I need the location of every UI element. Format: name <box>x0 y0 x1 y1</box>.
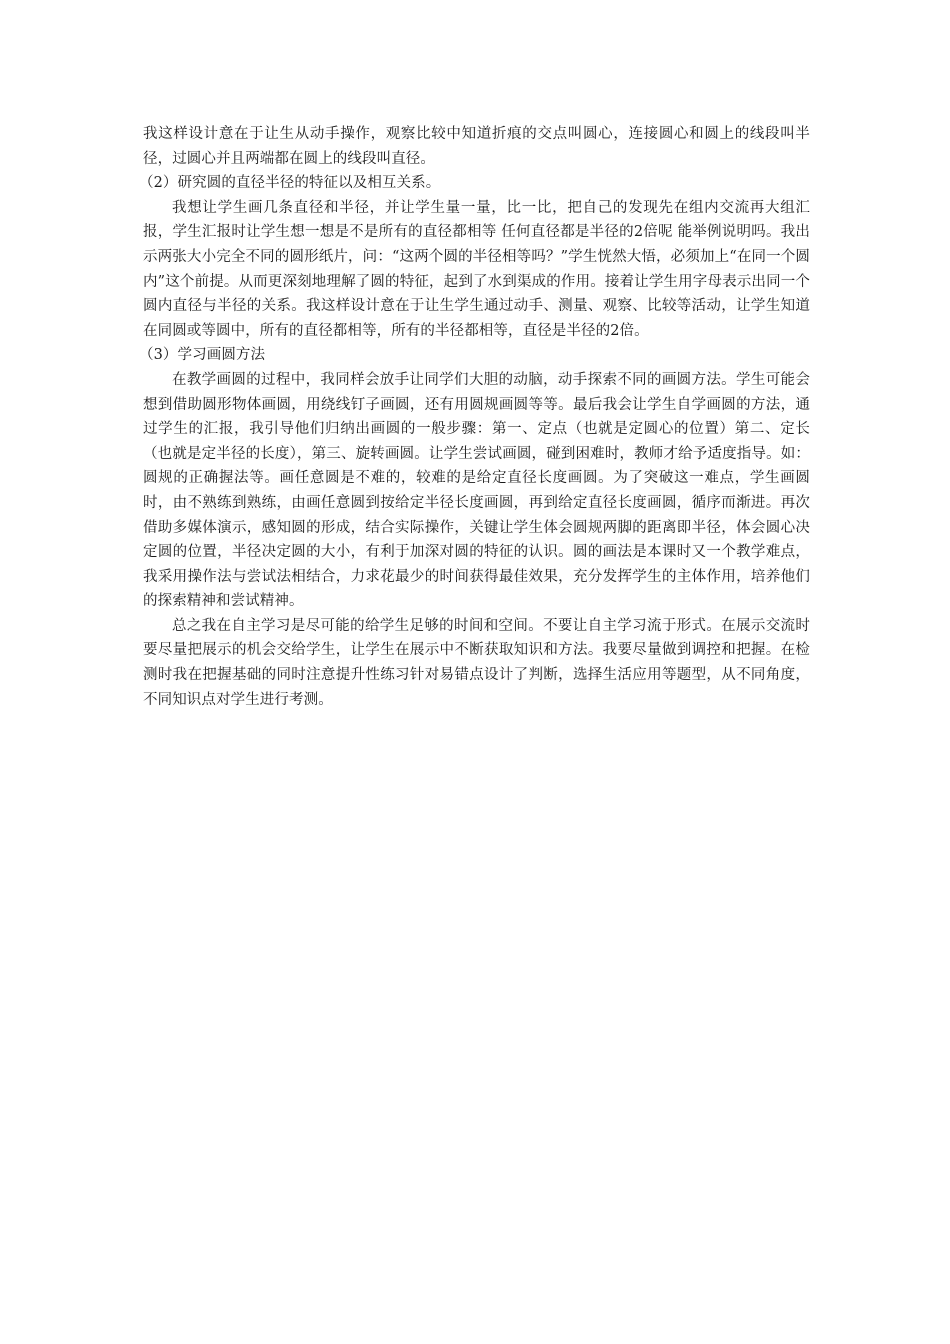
paragraph-intro-summary: 我这样设计意在于让生从动手操作，观察比较中知道折痕的交点叫圆心，连接圆心和圆上的线段叫半径，过圆心并且两端都在圆上的线段叫直径。 <box>143 126 810 167</box>
document-body <box>139 122 810 712</box>
section-heading-drawing-circle: （3）学习画圆方法 <box>139 347 266 364</box>
section-heading-diameter-radius: （2）研究圆的直径半径的特征以及相互关系。 <box>139 175 441 192</box>
paragraph-conclusion: 总之我在自主学习是尽可能的给学生足够的时间和空间。不要让自主学习流于形式。在展示交流时要尽量把展示的机会交给学生，让学生在展示中不断获取知识和方法。我要尽量做到调控和把握。在检测时我在把握基础的同时注意提升性练习针对易错点设计了判断，选择生活应用等题型，从不同角度，不同知识点对学生进行考测。 <box>143 617 810 708</box>
paragraph-drawing-circle: 在教学画圆的过程中，我同样会放手让同学们大胆的动脑，动手探索不同的画圆方法。学生可能会想到借助圆形物体画圆，用绕线钉子画圆，还有用圆规画圆等等。最后我会让学生自学画圆的方法，通过学生的汇报，我引导他们归纳出画圆的一般步骤：第一、定点（也就是定圆心的位置）第二、定长（也就是定半径的长度），第三、旋转画圆。让学生尝试画圆，碰到困难时，教师才给予适度指导。如：圆规的正确握法等。画任意圆是不难的，较难的是给定直径长度画圆。为了突破这一难点，学生画圆时，由不熟练到熟练，由画任意圆到按给定半径长度画圆，再到给定直径长度画圆，循序而渐进。再次借助多媒体演示，感知圆的形成，结合实际操作，关键让学生体会圆规两脚的距离即半径，体会圆心决定圆的位置，半径决定圆的大小，有利于加深对圆的特征的认识。圆的画法是本课时又一个教学难点，我采用操作法与尝试法相结合，力求花最少的时间获得最佳效果，充分发挥学生的主体作用，培养他们的探索精神和尝试精神。 <box>143 371 810 610</box>
paragraph-diameter-radius: 我想让学生画几条直径和半径，并让学生量一量，比一比，把自己的发现先在组内交流再大组汇报，学生汇报时让学生想一想是不是所有的直径都相等 任何直径都是半径的2倍呢 能举例说明吗。我出示两张大小完全不同的圆形纸片，问：“这两个圆的半径相等吗？”学生恍然大悟，必须加上“在同一个圆内”这个前提。从而更深刻地理解了圆的特征，起到了水到渠成的作用。接着让学生用字母表示出同一个圆内直径与半径的关系。我这样设计意在于让生学生通过动手、测量、观察、比较等活动，让学生知道在同圆或等圆中，所有的直径都相等，所有的半径都相等，直径是半径的2倍。 <box>143 199 810 339</box>
